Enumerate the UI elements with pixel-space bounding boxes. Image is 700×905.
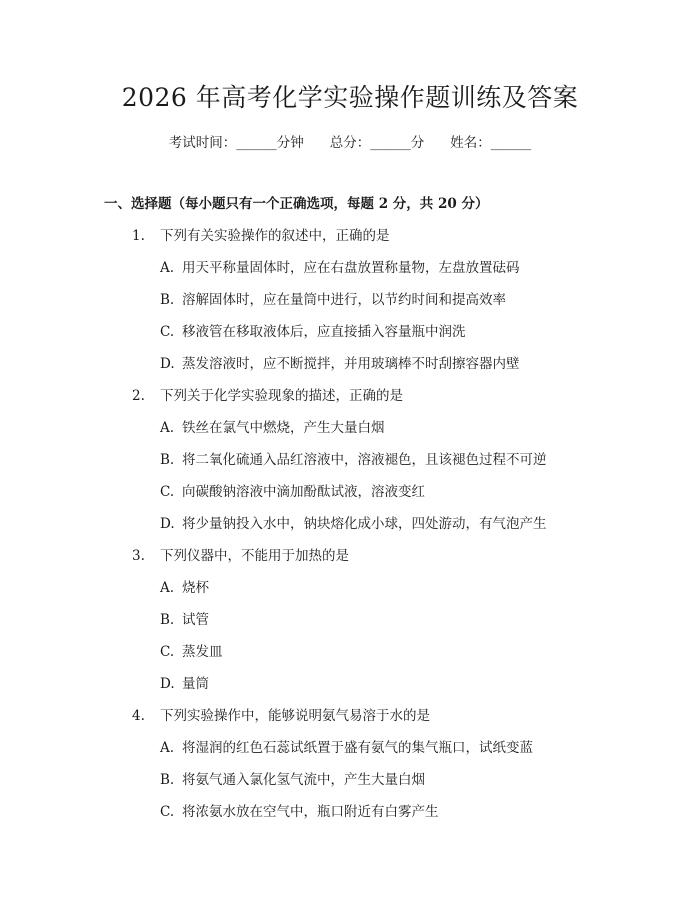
question-option [160,768,425,788]
exam-time-label: 考试时间：______分钟 [168,135,304,151]
section-title: 一、选择题（每小题只有一个正确选项，每题 2 分，共 20 分） [104,196,489,212]
question-text: 下列有关实验操作的叙述中，正确的是 [160,228,390,244]
option-text: 蒸发溶液时，应不断搅拌，并用玻璃棒不时刮擦容器内壁 [182,356,520,372]
question-stem [132,544,349,564]
option-label: D. [160,356,175,372]
question-option [160,800,439,820]
option-label: D. [160,676,175,692]
question-stem [132,224,390,244]
question-option [160,288,506,308]
page-title: 2026 年高考化学实验操作题训练及答案 [121,83,579,112]
question-option [160,640,223,660]
question-option [160,512,547,532]
option-label: D. [160,516,175,532]
question-text: 下列仪器中，不能用于加热的是 [160,548,349,564]
question-option [160,576,209,596]
question-option [160,608,209,628]
option-label: A. [160,740,175,756]
option-text: 铁丝在氯气中燃烧，产生大量白烟 [182,420,385,436]
option-label: A. [160,260,175,276]
exam-info [0,131,700,151]
option-text: 将浓氨水放在空气中，瓶口附近有白雾产生 [182,804,439,820]
question-option [160,480,425,500]
option-label: C. [160,644,175,660]
option-label: C. [160,804,175,820]
option-text: 试管 [182,612,209,628]
option-text: 向碳酸钠溶液中滴加酚酞试液，溶液变红 [182,484,425,500]
option-label: A. [160,420,175,436]
option-label: B. [160,452,175,468]
option-label: C. [160,484,175,500]
option-text: 将少量钠投入水中，钠块熔化成小球，四处游动，有气泡产生 [182,516,547,532]
question-option [160,736,533,756]
option-text: 量筒 [182,676,209,692]
option-label: B. [160,772,175,788]
question-option [160,352,520,372]
question-number: 2. [132,388,145,404]
name-label: 姓名：______ [450,135,532,151]
question-text: 下列关于化学实验现象的描述，正确的是 [160,388,403,404]
option-text: 溶解固体时，应在量筒中进行，以节约时间和提高效率 [182,292,506,308]
question-option [160,672,209,692]
option-text: 将氨气通入氯化氢气流中，产生大量白烟 [182,772,425,788]
question-number: 1. [132,228,145,244]
option-text: 烧杯 [182,580,209,596]
option-label: B. [160,612,175,628]
option-text: 将二氧化硫通入品红溶液中，溶液褪色，且该褪色过程不可逆 [182,452,547,468]
question-option [160,416,385,436]
option-text: 蒸发皿 [182,644,223,660]
question-number: 4. [132,708,145,724]
option-label: C. [160,324,175,340]
option-text: 移液管在移取液体后，应直接插入容量瓶中润洗 [182,324,466,340]
question-stem [132,384,403,404]
option-label: A. [160,580,175,596]
option-label: B. [160,292,175,308]
question-number: 3. [132,548,145,564]
question-option [160,320,466,340]
question-text: 下列实验操作中，能够说明氨气易溶于水的是 [160,708,430,724]
option-text: 用天平称量固体时，应在右盘放置称量物，左盘放置砝码 [182,260,520,276]
question-stem [132,704,430,724]
question-option [160,256,520,276]
total-score-label: 总分：______分 [329,135,425,151]
option-text: 将湿润的红色石蕊试纸置于盛有氨气的集气瓶口，试纸变蓝 [182,740,533,756]
question-option [160,448,547,468]
